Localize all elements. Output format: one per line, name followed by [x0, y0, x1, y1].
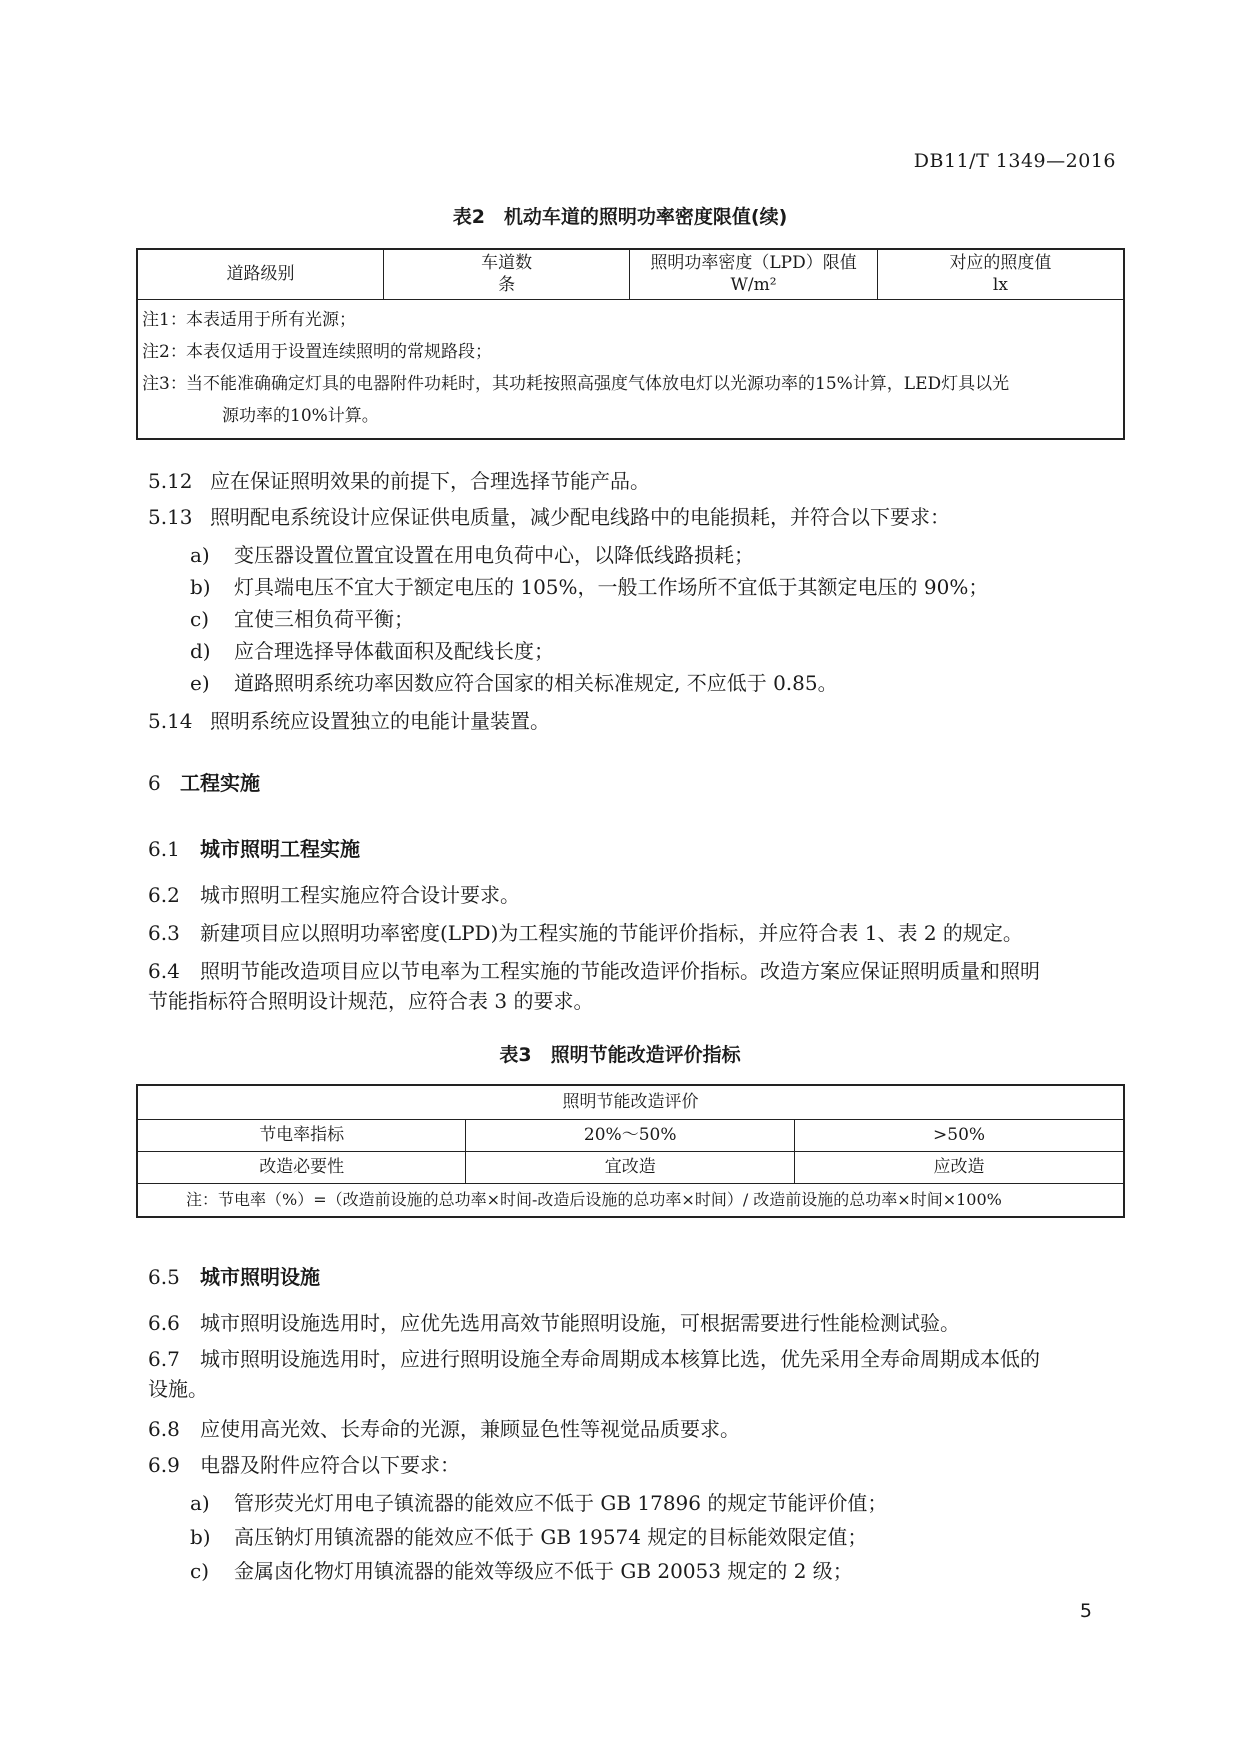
- table-cell: 20%～50%: [466, 1119, 795, 1151]
- document-code: DB11/T 1349—2016: [913, 150, 1116, 172]
- list-item: c) 金属卤化物灯用镇流器的能效等级应不低于 GB 20053 规定的 2 级；: [190, 1559, 853, 1583]
- table2-header-cell: 照明功率密度（LPD）限值 W/m²: [630, 249, 878, 299]
- clause-5-13: 5.13 照明配电系统设计应保证供电质量，减少配电线路中的电能损耗，并符合以下要求：: [148, 505, 950, 529]
- table2-note: 注2： 本表仅适用于设置连续照明的常规路段；: [142, 341, 492, 362]
- clause-6-7: 6.7 城市照明设施选用时，应进行照明设施全寿命周期成本核算比选，优先采用全寿命周期成本低的 设施。: [148, 1347, 1040, 1401]
- clause-6-5-heading: 6.5 城市照明设施: [148, 1265, 320, 1289]
- section-6-heading: 6 工程实施: [148, 771, 260, 795]
- clause-5-14: 5.14 照明系统应设置独立的电能计量装置。: [148, 709, 550, 733]
- table3-note: 注：节电率（%）=（改造前设施的总功率×时间-改造后设施的总功率×时间）/ 改造前设施的总功率×时间×100%: [137, 1183, 1124, 1217]
- clause-6-1-heading: 6.1 城市照明工程实施: [148, 837, 360, 861]
- table-cell: 节电率指标: [137, 1119, 466, 1151]
- table2-note: 注3： 当不能准确确定灯具的电器附件功耗时，其功耗按照高强度气体放电灯以光源功率的15%计算，LED灯具以光: [142, 373, 1010, 394]
- list-item: a) 管形荧光灯用电子镇流器的能效应不低于 GB 17896 的规定节能评价值；: [190, 1491, 888, 1515]
- clause-6-8: 6.8 应使用高光效、长寿命的光源，兼顾显色性等视觉品质要求。: [148, 1417, 740, 1441]
- clause-6-3: 6.3 新建项目应以照明功率密度(LPD)为工程实施的节能评价指标，并应符合表 1、表 2 的规定。: [148, 921, 1023, 945]
- clause-5-12: 5.12 应在保证照明效果的前提下，合理选择节能产品。: [148, 469, 650, 493]
- table2-header-cell: 对应的照度值 lx: [877, 249, 1124, 299]
- clause-6-6: 6.6 城市照明设施选用时，应优先选用高效节能照明设施，可根据需要进行性能检测试验。: [148, 1311, 960, 1335]
- table2-header-cell: 道路级别: [137, 249, 384, 299]
- clause-6-4: 6.4 照明节能改造项目应以节电率为工程实施的节能改造评价指标。改造方案应保证照明质量和照明 节能指标符合照明设计规范，应符合表 3 的要求。: [148, 959, 1040, 1013]
- table-cell: 应改造: [795, 1151, 1124, 1183]
- table-cell: 改造必要性: [137, 1151, 466, 1183]
- table3-header-cell: 照明节能改造评价: [137, 1085, 1124, 1119]
- table-cell: >50%: [795, 1119, 1124, 1151]
- table-cell: 宜改造: [466, 1151, 795, 1183]
- list-item: e) 道路照明系统功率因数应符合国家的相关标准规定, 不应低于 0.85。: [190, 671, 838, 695]
- table3: [136, 1084, 1125, 1218]
- table2-title: 表2 机动车道的照明功率密度限值(续): [452, 206, 788, 228]
- table2-header-cell: 车道数 条: [384, 249, 630, 299]
- clause-6-9: 6.9 电器及附件应符合以下要求：: [148, 1453, 460, 1477]
- list-item: c) 宜使三相负荷平衡；: [190, 607, 414, 631]
- table3-title: 表3 照明节能改造评价指标: [499, 1044, 741, 1066]
- list-item: b) 高压钠灯用镇流器的能效应不低于 GB 19574 规定的目标能效限定值；: [190, 1525, 868, 1549]
- table2-note-continuation: 源功率的10%计算。: [222, 405, 379, 426]
- clause-6-2: 6.2 城市照明工程实施应符合设计要求。: [148, 883, 520, 907]
- table-row: [137, 1151, 1124, 1183]
- table3-header-row: [137, 1085, 1124, 1119]
- table2-notes-row: [137, 299, 1124, 439]
- table-row: [137, 1119, 1124, 1151]
- table3-note-row: [137, 1183, 1124, 1217]
- table2-notes: [137, 299, 1124, 439]
- table2: [136, 248, 1125, 440]
- table2-header-row: [137, 249, 1124, 299]
- list-item: d) 应合理选择导体截面积及配线长度；: [190, 639, 554, 663]
- table2-note: 注1： 本表适用于所有光源；: [142, 309, 356, 330]
- list-item: b) 灯具端电压不宜大于额定电压的 105%，一般工作场所不宜低于其额定电压的 90%；: [190, 575, 989, 599]
- page-number: 5: [1079, 1600, 1092, 1622]
- list-item: a) 变压器设置位置宜设置在用电负荷中心，以降低线路损耗；: [190, 543, 754, 567]
